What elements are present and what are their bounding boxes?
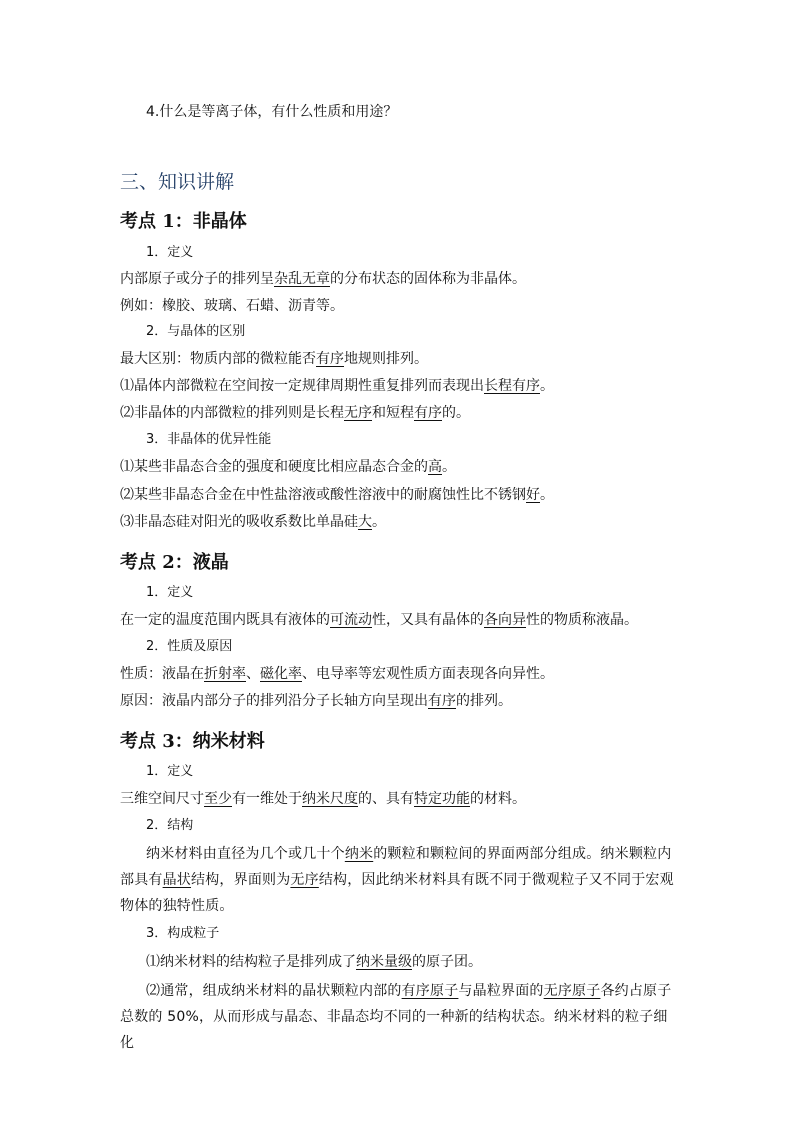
- kd3-heading-particles: 3．构成粒子: [146, 926, 220, 941]
- kd2-heading-definition: 1．定义: [146, 585, 194, 600]
- kd3-heading-definition: 1．定义: [146, 764, 194, 779]
- kd2-title: 考点 2：液晶: [120, 552, 229, 573]
- kd3-structure-paragraph: 纳米材料由直径为几个或几十个纳米的颗粒和颗粒间的界面两部分组成。纳米颗粒内部具有晶状结构，界面则为无序结构，因此纳米材料具有既不同于微观粒子又不同于宏观物体的独特性质。: [120, 846, 674, 914]
- kd2-definition: 在一定的温度范围内既具有液体的可流动性，又具有晶体的各向异性的物质称液晶。: [120, 612, 638, 628]
- kd1-heading-definition: 1．定义: [146, 245, 194, 260]
- kd3-definition: 三维空间尺寸至少有一维处于纳米尺度的、具有特定功能的材料。: [120, 791, 526, 807]
- kd1-diff-main: 最大区别：物质内部的微粒能否有序地规则排列。: [120, 351, 428, 367]
- kd1-diff-2: ⑵非晶体的内部微粒的排列则是长程无序和短程有序的。: [120, 405, 470, 421]
- kd2-reason: 原因：液晶内部分子的排列沿分子长轴方向呈现出有序的排列。: [120, 693, 512, 709]
- kd1-example: 例如：橡胶、玻璃、石蜡、沥青等。: [120, 298, 344, 314]
- question-4: 4.什么是等离子体，有什么性质和用途？: [146, 104, 398, 120]
- kd1-heading-diff: 2．与晶体的区别: [146, 324, 246, 339]
- kd3-particle-2: ⑵通常，组成纳米材料的晶状颗粒内部的有序原子与晶粒界面的无序原子各约占原子总数的 50%，从而形成与晶态、非晶态均不同的一种新的结构状态。纳米材料的粒子细化: [120, 983, 672, 1051]
- kd3-heading-structure: 2．结构: [146, 818, 194, 833]
- kd1-heading-props: 3．非晶体的优异性能: [146, 432, 272, 447]
- kd3-title: 考点 3：纳米材料: [120, 731, 265, 752]
- kd1-prop-1: ⑴某些非晶态合金的强度和硬度比相应晶态合金的高。: [120, 459, 456, 475]
- kd2-heading-props: 2．性质及原因: [146, 639, 233, 654]
- kd1-title: 考点 1：非晶体: [120, 211, 247, 232]
- kd1-prop-3: ⑶非晶态硅对阳光的吸收系数比单晶硅大。: [120, 514, 386, 530]
- kd3-particle-1: ⑴纳米材料的结构粒子是排列成了纳米量级的原子团。: [146, 954, 482, 970]
- kd1-definition: 内部原子或分子的排列呈杂乱无章的分布状态的固体称为非晶体。: [120, 271, 526, 287]
- kd1-prop-2: ⑵某些非晶态合金在中性盐溶液或酸性溶液中的耐腐蚀性比不锈钢好。: [120, 487, 554, 503]
- kd2-property: 性质：液晶在折射率、磁化率、电导率等宏观性质方面表现各向异性。: [120, 666, 554, 682]
- section-title: 三、知识讲解: [120, 171, 235, 193]
- kd1-diff-1: ⑴晶体内部微粒在空间按一定规律周期性重复排列而表现出长程有序。: [120, 378, 554, 394]
